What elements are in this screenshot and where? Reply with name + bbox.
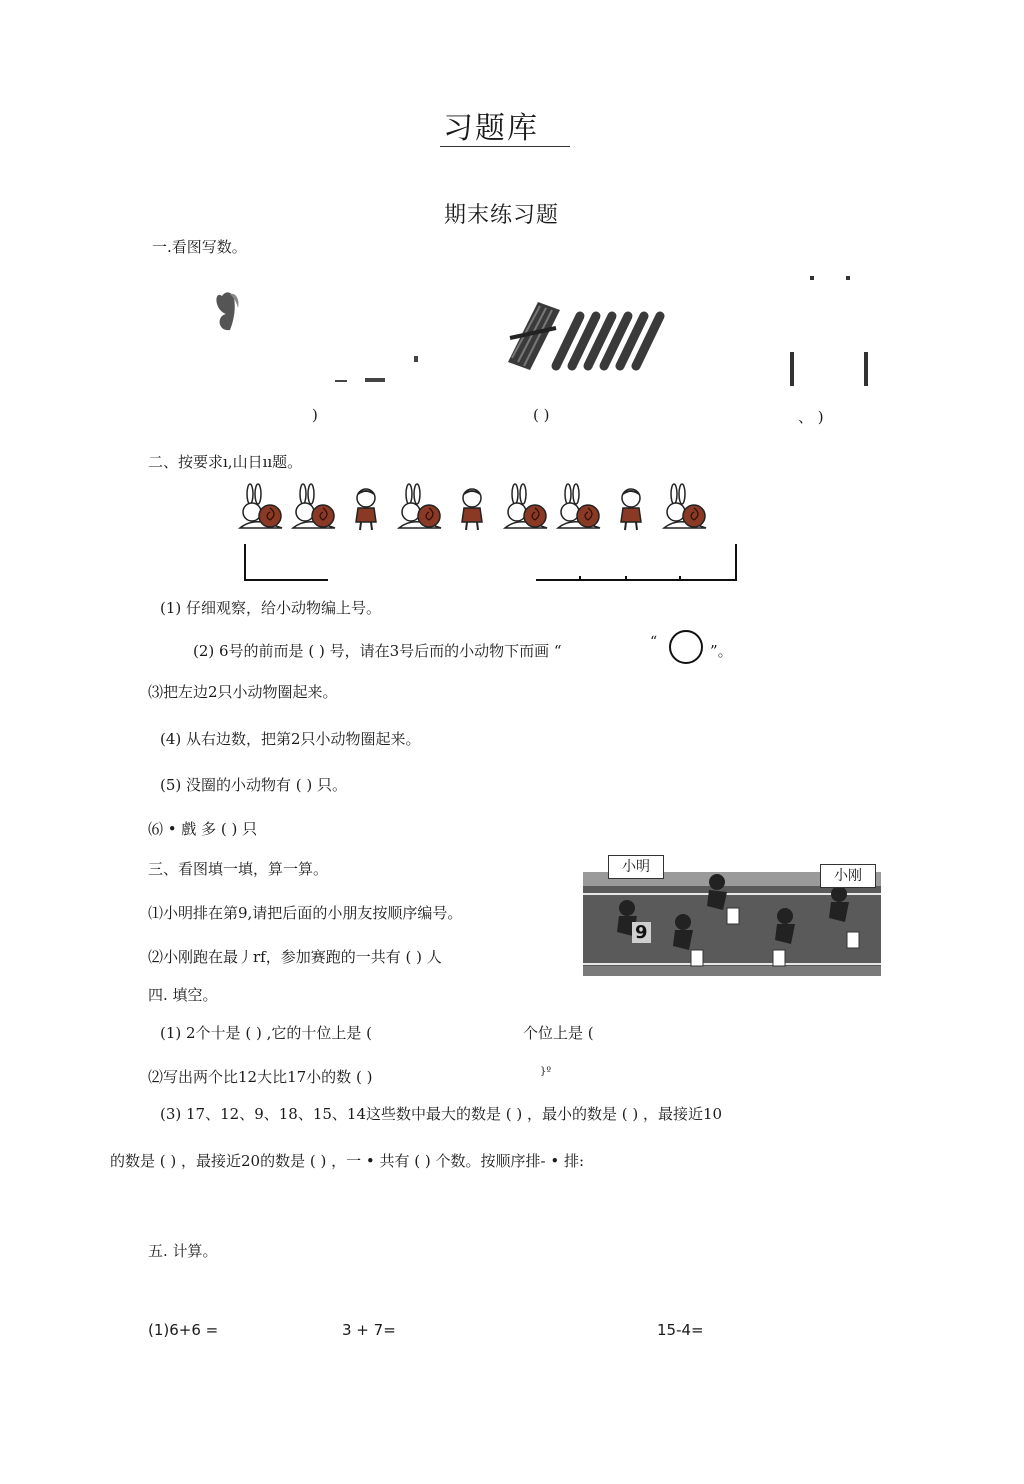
counter-marks [790,276,868,386]
bracket-left [245,544,328,580]
answer-paren-3: 、 ) [798,408,824,426]
section-1-heading: 一.看图写数。 [152,238,247,256]
rabbit-snail-icon [664,484,706,528]
section-2-heading: 二、按要求ı,山日ıı题。 [148,453,303,471]
butterfly-icon [216,292,238,330]
question-2-3: ⑶把左边2只小动物圈起来。 [148,683,338,701]
question-2-1: (1) 仔细观察，给小动物编上号。 [160,599,382,617]
rabbit-snail-icon [293,484,335,528]
question-2-2-end: ”。 [710,642,733,660]
small-scribble [335,356,418,382]
question-3-2: ⑵小刚跑在最丿rf，参加赛跑的一共有 ( ) 人 [148,948,442,966]
label-xiaoming: 小明 [608,855,664,879]
label-xiaogang: 小刚 [820,864,876,888]
question-4-3a: (3) 17、12、9、18、15、14这些数中最大的数是 ( ) ，最小的数是 ( ) ，最接近10 [160,1105,723,1123]
section-3-heading: 三、看图填一填，算一算。 [148,860,329,878]
page-subtitle: 期末练习题 [444,203,560,228]
doll-icon [462,489,482,530]
rabbit-snail-icon [505,484,547,528]
calc-1: (1)6+6 = [148,1321,219,1339]
stick-bundle-icon [508,302,560,370]
quote-mark-and-circle [650,628,710,668]
calc-2: 3 + 7= [342,1321,396,1339]
question-2-2: (2) 6号的前而是 ( ) 号，请在3号后而的小动物下而画 “ [193,642,562,660]
question-4-1b: 个位上是 ( [523,1024,594,1042]
calc-3: 15-4= [657,1321,704,1339]
question-4-1a: (1) 2个十是 ( ) ,它的十位上是 ( [160,1024,372,1042]
question-2-4: (4) 从右边数，把第2只小动物圈起来。 [160,730,421,748]
section-5-heading: 五. 计算。 [148,1242,218,1260]
question-4-3b: 的数是 ( ) ，最接近20的数是 ( ) ，一 • 共有 ( ) 个数。按顺序排- • 排: [110,1152,585,1170]
svg-text:“: “ [650,634,658,650]
section-1-picture [200,270,900,400]
rabbit-snail-icon [240,484,282,528]
question-2-6: ⑹ • 戲 多 ( ) 只 [148,820,258,838]
answer-paren-2: ( ) [533,406,550,424]
rabbit-snail-icon [558,484,600,528]
doll-icon [621,489,641,530]
question-4-2: ⑵写出两个比12大比17小的数 ( ) [148,1068,373,1086]
question-2-5: (5) 没圈的小动物有 ( ) 只。 [160,776,348,794]
question-3-1: ⑴小明排在第9,请把后面的小朋友按顺序编号。 [148,904,463,922]
doll-icon [356,489,376,530]
animal-row [230,484,750,584]
page-title: 习题库 [443,111,539,146]
question-4-2-end: }º [540,1066,552,1077]
answer-paren-1: ) [312,406,318,424]
bracket-right [536,544,736,580]
section-4-heading: 四. 填空。 [148,986,218,1004]
runner-number-9: 9 [632,922,651,943]
loose-sticks-icon [556,316,660,366]
rabbit-snail-icon [399,484,441,528]
title-underline [440,146,570,147]
